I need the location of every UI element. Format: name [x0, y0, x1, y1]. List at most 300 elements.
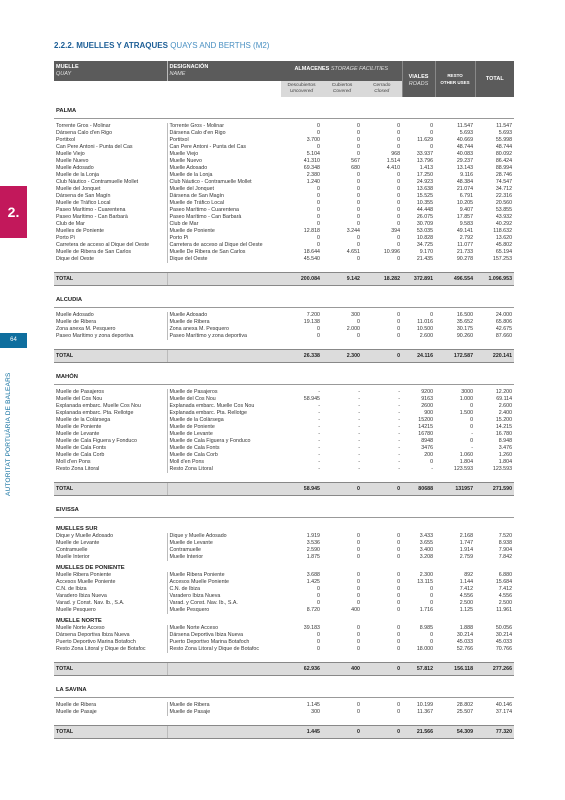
- cell-value: -: [358, 389, 360, 395]
- cell-value: 1.919: [306, 533, 320, 539]
- cell-value: -: [358, 459, 360, 465]
- cell-value: 48.744: [456, 144, 474, 150]
- cell-value: -: [318, 431, 320, 437]
- cell-value: -: [358, 424, 360, 430]
- cell-name: Muelle de Tráfico Local: [167, 200, 281, 207]
- cell-value: 0: [430, 459, 434, 465]
- cell-value: 680: [351, 165, 360, 171]
- cell-value: 2.500: [498, 600, 513, 606]
- cell-value: 0: [322, 483, 362, 496]
- cell-value: 0: [397, 130, 401, 136]
- cell-value: 0: [357, 547, 360, 553]
- section-title: MAHÓN: [54, 370, 514, 385]
- cell-value: 0: [397, 326, 401, 332]
- cell-value: 22.316: [495, 193, 513, 199]
- cell-value: 0: [470, 424, 474, 430]
- cell-name: Muelle de Ribera: [167, 319, 281, 326]
- cell-value: 0: [397, 333, 401, 339]
- table-row: [54, 410, 514, 417]
- cell-quay: Varadero Ibiza Nueva: [56, 593, 107, 599]
- cell-value: 7.520: [498, 533, 513, 539]
- cell-value: 0: [362, 663, 402, 676]
- cell-value: 0: [362, 483, 402, 496]
- spacer-row: [54, 97, 514, 104]
- cell-value: 156.118: [435, 663, 475, 676]
- cell-value: 8.720: [306, 607, 320, 613]
- cell-quay: Carretera de acceso al Dique del Oeste: [56, 242, 150, 248]
- cell-value: 13.638: [416, 186, 434, 192]
- cell-name: Zona anexa M. Pesquero: [167, 326, 281, 333]
- cell-value: 70.766: [495, 646, 513, 652]
- cell-value: 1.240: [306, 179, 320, 185]
- table-row: [54, 625, 514, 632]
- cell-value: 0: [357, 200, 360, 206]
- cell-name: Muelle de Cala Figuera y Fonduco: [167, 438, 281, 445]
- cell-value: -: [358, 452, 360, 458]
- section-title: LA SAVINA: [54, 683, 514, 698]
- cell-name: Paseo Marítimo y zona deportiva: [167, 333, 281, 340]
- table-row: [54, 165, 514, 172]
- cell-name: Muelle de Pasajeros: [167, 389, 281, 396]
- table-row: [54, 452, 514, 459]
- cell-value: 271.590: [475, 483, 514, 496]
- cell-quay: Muelle del Cos Nou: [56, 396, 103, 402]
- cell-value: -: [318, 417, 320, 423]
- cell-value: 11.547: [496, 123, 513, 129]
- cell-value: 13.796: [416, 158, 434, 164]
- subsection-title: MUELLE NORTE: [56, 618, 102, 624]
- cell-quay: Porto Pi: [56, 235, 75, 241]
- cell-value: 7.842: [498, 554, 513, 560]
- cell-value: 0: [357, 586, 360, 592]
- total-row: [54, 273, 514, 286]
- section-title-row: [54, 683, 514, 698]
- cell-value: 0: [322, 726, 362, 739]
- cell-value: 0: [357, 554, 360, 560]
- spacer-row: [54, 653, 514, 663]
- cell-value: 200: [424, 452, 434, 458]
- cell-value: 0: [362, 350, 402, 363]
- cell-value: 0: [430, 600, 434, 606]
- cell-quay: Muelle de Ribera de San Carlos: [56, 249, 132, 255]
- table-row: [54, 424, 514, 431]
- cell-value: 2.300: [419, 572, 434, 578]
- cell-value: 0: [357, 221, 360, 227]
- cell-value: 9163: [421, 396, 434, 402]
- cell-name: Muelle de Poniente: [167, 228, 281, 235]
- cell-value: 0: [397, 600, 401, 606]
- section-title-row: [54, 104, 514, 119]
- cell-value: 88.994: [495, 165, 513, 171]
- cell-value: 2.380: [306, 172, 320, 178]
- cell-value: 19.138: [303, 319, 320, 325]
- cell-value: 49.141: [456, 228, 474, 234]
- cell-value: -: [318, 389, 320, 395]
- cell-value: 25.507: [456, 709, 474, 715]
- cell-value: 0: [397, 137, 401, 143]
- table-row: [54, 193, 514, 200]
- cell-value: 300: [351, 312, 360, 318]
- cell-value: 3.655: [419, 540, 434, 546]
- cell-value: 90.278: [456, 256, 474, 262]
- cell-value: 40.292: [495, 221, 513, 227]
- cell-value: 12.200: [495, 389, 513, 395]
- cell-value: 30.175: [456, 326, 474, 332]
- cell-value: 90.260: [456, 333, 474, 339]
- cell-value: 0: [357, 151, 360, 157]
- cell-value: 400: [351, 607, 360, 613]
- cell-value: 1.804: [459, 459, 474, 465]
- cell-value: 0: [357, 137, 360, 143]
- cell-quay: TOTAL: [54, 273, 167, 286]
- cell-value: 40.083: [456, 151, 474, 157]
- table-row: [54, 389, 514, 396]
- cell-value: 4.651: [346, 249, 360, 255]
- cell-value: 0: [397, 214, 401, 220]
- cell-value: 8.938: [498, 540, 513, 546]
- cell-quay: Muelle de Pasaje: [56, 709, 97, 715]
- cell-value: 0: [357, 319, 360, 325]
- section-title-row: [54, 503, 514, 518]
- cell-value: 2.590: [306, 547, 320, 553]
- cell-quay: Muelle de Levante: [56, 540, 100, 546]
- cell-value: 0: [357, 333, 360, 339]
- cell-value: 11.077: [457, 242, 474, 248]
- cell-value: 15.525: [416, 193, 434, 199]
- cell-value: 300: [311, 709, 320, 715]
- cell-value: 2.600: [419, 333, 434, 339]
- cell-value: 5.104: [306, 151, 320, 157]
- spacer-row: [54, 496, 514, 504]
- cell-value: 8.948: [498, 438, 513, 444]
- cell-quay: Muelle de Cala Figuera y Fonduco: [56, 438, 137, 444]
- cell-value: 0: [397, 709, 401, 715]
- cell-name: Muelle de Ribera: [167, 702, 281, 709]
- cell-quay: Muelle de Poniente: [56, 424, 102, 430]
- cell-value: 157.253: [492, 256, 513, 262]
- cell-value: 65.194: [495, 249, 513, 255]
- cell-value: 1.125: [459, 607, 474, 613]
- cell-value: 3000: [461, 389, 474, 395]
- cell-value: 48.744: [495, 144, 513, 150]
- table-row: [54, 445, 514, 452]
- table-row: [54, 438, 514, 445]
- cell-value: 28.802: [456, 702, 474, 708]
- cell-value: 3.400: [419, 547, 434, 553]
- cell-value: 0: [397, 607, 401, 613]
- cell-value: -: [398, 431, 401, 437]
- subsection-title: MUELLES DE PONIENTE: [56, 565, 125, 571]
- cell-value: 1.096.953: [475, 273, 514, 286]
- table-row: [54, 533, 514, 540]
- cell-value: 65.806: [495, 319, 513, 325]
- cell-value: 77.320: [475, 726, 514, 739]
- cell-value: 7.412: [459, 586, 474, 592]
- cell-name: Contramuelle: [167, 547, 281, 554]
- cell-quay: Paseo Marítimo - Cuarentena: [56, 207, 126, 213]
- cell-value: 1.413: [419, 165, 434, 171]
- cell-name: Muelle Pesquero: [167, 607, 281, 614]
- cell-value: 45.033: [495, 639, 513, 645]
- cell-value: -: [398, 424, 401, 430]
- cell-name: Muelle Ribera Poniente: [167, 572, 281, 579]
- cell-value: 74.547: [495, 179, 513, 185]
- cell-value: 0: [357, 540, 360, 546]
- cell-name: Dique y Muelle Adosado: [167, 533, 281, 540]
- table-row: [54, 403, 514, 410]
- cell-value: 6.880: [498, 572, 513, 578]
- cell-value: 2600: [421, 403, 434, 409]
- table-row: [54, 137, 514, 144]
- cell-value: 69.114: [496, 396, 513, 402]
- header-cubiertos: Cubiertos Covered: [322, 81, 362, 97]
- cell-quay: Club de Mar: [56, 221, 85, 227]
- cell-quay: Muelle de Levante: [56, 431, 100, 437]
- cell-name: Muelle de Levante: [167, 431, 281, 438]
- spacer-row: [54, 473, 514, 483]
- cell-value: 21.074: [456, 186, 474, 192]
- cell-value: 24.116: [402, 350, 435, 363]
- cell-value: 0: [357, 235, 360, 241]
- cell-value: 0: [317, 186, 320, 192]
- cell-value: 4.556: [459, 593, 474, 599]
- cell-value: 45.540: [303, 256, 320, 262]
- page-title: [54, 41, 269, 50]
- cell-value: 0: [430, 639, 434, 645]
- cell-value: 0: [317, 200, 320, 206]
- publisher-text: AUTORITAT PORTUÀRIA DE BALEARS: [5, 372, 12, 496]
- cell-value: 2.168: [459, 533, 474, 539]
- cell-value: 0: [357, 702, 360, 708]
- cell-value: 8948: [421, 438, 434, 444]
- cell-value: 1.425: [306, 579, 320, 585]
- cell-name: Muelle de Cala Corb: [167, 452, 281, 459]
- table-row: [54, 586, 514, 593]
- cell-value: 0: [397, 123, 401, 129]
- cell-value: 892: [464, 572, 474, 578]
- cell-value: 30.214: [495, 632, 513, 638]
- cell-value: 0: [430, 123, 434, 129]
- cell-value: 9.407: [459, 207, 474, 213]
- cell-value: 45.802: [495, 242, 513, 248]
- table-row: [54, 123, 514, 130]
- total-row: [54, 726, 514, 739]
- cell-value: -: [318, 445, 320, 451]
- cell-value: 0: [397, 221, 401, 227]
- cell-quay: Zona anexa M. Pesquero: [56, 326, 116, 332]
- cell-value: -: [358, 431, 360, 437]
- cell-value: 0: [397, 207, 401, 213]
- cell-value: 3.476: [498, 445, 513, 451]
- cell-value: 0: [317, 221, 320, 227]
- cell-value: 0: [357, 625, 360, 631]
- cell-value: 3.208: [419, 554, 434, 560]
- cell-value: 35.652: [456, 319, 474, 325]
- cell-value: 0: [357, 214, 360, 220]
- cell-value: 0: [357, 593, 360, 599]
- cell-value: 34.712: [495, 186, 513, 192]
- cell-value: 24.000: [495, 312, 513, 318]
- subsection-title-row: [54, 614, 514, 625]
- cell-value: 3.688: [306, 572, 320, 578]
- cell-value: 44.448: [416, 207, 434, 213]
- cell-quay: Explanada embarc. Muelle Cos Nou: [56, 403, 141, 409]
- cell-value: 20.560: [495, 200, 513, 206]
- cell-value: 2.600: [498, 403, 513, 409]
- cell-value: 0: [357, 242, 360, 248]
- cell-value: 0: [317, 326, 320, 332]
- cell-value: 18.644: [303, 249, 320, 255]
- cell-value: -: [358, 410, 360, 416]
- cell-value: 2.300: [322, 350, 362, 363]
- cell-value: 86.424: [495, 158, 513, 164]
- cell-value: 1.888: [459, 625, 474, 631]
- section-title: EIVISSA: [54, 503, 514, 518]
- header-almacenes: ALMACENES STORAGE FACILITIES: [281, 61, 402, 81]
- cell-quay: Puerto Deportivo Marina Botafoch: [56, 639, 136, 645]
- table-row: [54, 431, 514, 438]
- cell-value: 123.593: [453, 466, 474, 472]
- table-row: [54, 600, 514, 607]
- cell-value: 14.215: [495, 424, 513, 430]
- table-row: [54, 186, 514, 193]
- table-row: [54, 214, 514, 221]
- cell-value: 0: [357, 572, 360, 578]
- cell-value: -: [398, 438, 401, 444]
- cell-name: Muelle De Ribera de San Carlos: [167, 249, 281, 256]
- cell-name: Muelle de Cala Fonts: [167, 445, 281, 452]
- cell-value: 0: [357, 130, 360, 136]
- cell-value: -: [471, 445, 474, 451]
- table-row: [54, 459, 514, 466]
- cell-value: 0: [397, 193, 401, 199]
- cell-value: 10.996: [383, 249, 401, 255]
- cell-value: 400: [322, 663, 362, 676]
- cell-value: 1.144: [459, 579, 474, 585]
- cell-value: 28.746: [495, 172, 513, 178]
- cell-value: 0: [397, 593, 401, 599]
- cell-value: 0: [317, 214, 320, 220]
- cell-name: Muelle de Pasaje: [167, 709, 281, 716]
- cell-value: 1.445: [281, 726, 322, 739]
- cell-name: Puerto Deportivo Marina Botafoch: [167, 639, 281, 646]
- table-row: [54, 207, 514, 214]
- cell-value: 10.500: [416, 326, 434, 332]
- cell-value: 4.410: [386, 165, 401, 171]
- cell-value: 0: [317, 144, 320, 150]
- cell-value: -: [398, 403, 401, 409]
- cell-value: -: [431, 466, 434, 472]
- cell-value: 0: [470, 417, 474, 423]
- spacer-row: [54, 363, 514, 371]
- cell-quay: Muelle Adosado: [56, 165, 94, 171]
- cell-value: 172.587: [435, 350, 475, 363]
- chapter-tab: 2.: [0, 186, 27, 238]
- cell-value: 5.693: [459, 130, 474, 136]
- table-row: [54, 702, 514, 709]
- cell-name: Carretera de acceso al Dique del Oeste: [167, 242, 281, 249]
- cell-value: 55.998: [495, 137, 513, 143]
- cell-quay: Dársena de San Magín: [56, 193, 111, 199]
- cell-value: 0: [357, 639, 360, 645]
- cell-name: Muelle de Poniente: [167, 424, 281, 431]
- cell-value: 15.684: [495, 579, 513, 585]
- cell-value: 2.759: [459, 554, 474, 560]
- cell-value: 58.945: [303, 396, 320, 402]
- table-row: [54, 130, 514, 137]
- table-row: [54, 632, 514, 639]
- cell-quay: Muelle Nuevo: [56, 158, 89, 164]
- header-descubiertos: Descubiertos Uncovered: [281, 81, 322, 97]
- cell-value: 43.932: [495, 214, 513, 220]
- cell-value: 0: [397, 242, 401, 248]
- cell-name: Paseo Marítimo - Cuarentena: [167, 207, 281, 214]
- cell-value: 26.338: [281, 350, 322, 363]
- cell-value: -: [318, 403, 320, 409]
- cell-value: 33.937: [416, 151, 434, 157]
- cell-value: 0: [317, 235, 320, 241]
- cell-value: 7.412: [498, 586, 513, 592]
- cell-value: 220.141: [475, 350, 514, 363]
- cell-name: Muelle Interior: [167, 554, 281, 561]
- cell-quay: Muelle de la Colàrsega: [56, 417, 111, 423]
- cell-value: 9.170: [419, 249, 434, 255]
- cell-value: 1.804: [498, 459, 513, 465]
- table-row: [54, 417, 514, 424]
- cell-value: 123.593: [492, 466, 513, 472]
- cell-value: 0: [397, 554, 401, 560]
- cell-value: 131957: [435, 483, 475, 496]
- cell-value: 0: [397, 702, 401, 708]
- cell-quay: Muelle de Cala Fonts: [56, 445, 107, 451]
- cell-value: 0: [430, 312, 434, 318]
- cell-value: 2.792: [459, 235, 474, 241]
- cell-value: 42.675: [495, 326, 513, 332]
- cell-value: 0: [357, 646, 360, 652]
- header-total: TOTAL: [475, 61, 514, 97]
- cell-value: 0: [397, 179, 401, 185]
- table-row: [54, 547, 514, 554]
- total-row: [54, 483, 514, 496]
- cell-value: -: [471, 431, 474, 437]
- header-viales: VIALES ROADS: [402, 61, 435, 97]
- cell-value: 17.250: [416, 172, 434, 178]
- cell-name: Varadero Ibiza Nueva: [167, 593, 281, 600]
- total-row: [54, 663, 514, 676]
- cell-value: 40.146: [495, 702, 513, 708]
- cell-quay: Torrente Gros - Molinar: [56, 123, 111, 129]
- cell-value: 200.084: [281, 273, 322, 286]
- cell-name: [167, 726, 281, 739]
- cell-quay: Resto Zona Litoral: [56, 466, 100, 472]
- cell-value: 394: [391, 228, 401, 234]
- cell-value: 0: [362, 726, 402, 739]
- table-row: [54, 572, 514, 579]
- cell-value: 5.693: [498, 130, 513, 136]
- cell-quay: Muelle de Tráfico Local: [56, 200, 111, 206]
- cell-quay: Paseo Marítimo y zona deportiva: [56, 333, 134, 339]
- cell-quay: Moll d'en Pons: [56, 459, 91, 465]
- cell-value: 11.547: [457, 123, 474, 129]
- title-english: QUAYS AND BERTHS (M2): [170, 41, 270, 50]
- cell-name: Muelle del Cos Nou: [167, 396, 281, 403]
- cell-value: 277.266: [475, 663, 514, 676]
- cell-name: Muelle de Levante: [167, 540, 281, 547]
- cell-value: 11.961: [496, 607, 513, 613]
- cell-value: -: [318, 466, 320, 472]
- cell-value: 968: [391, 151, 401, 157]
- section-title: ALCUDIA: [54, 293, 514, 308]
